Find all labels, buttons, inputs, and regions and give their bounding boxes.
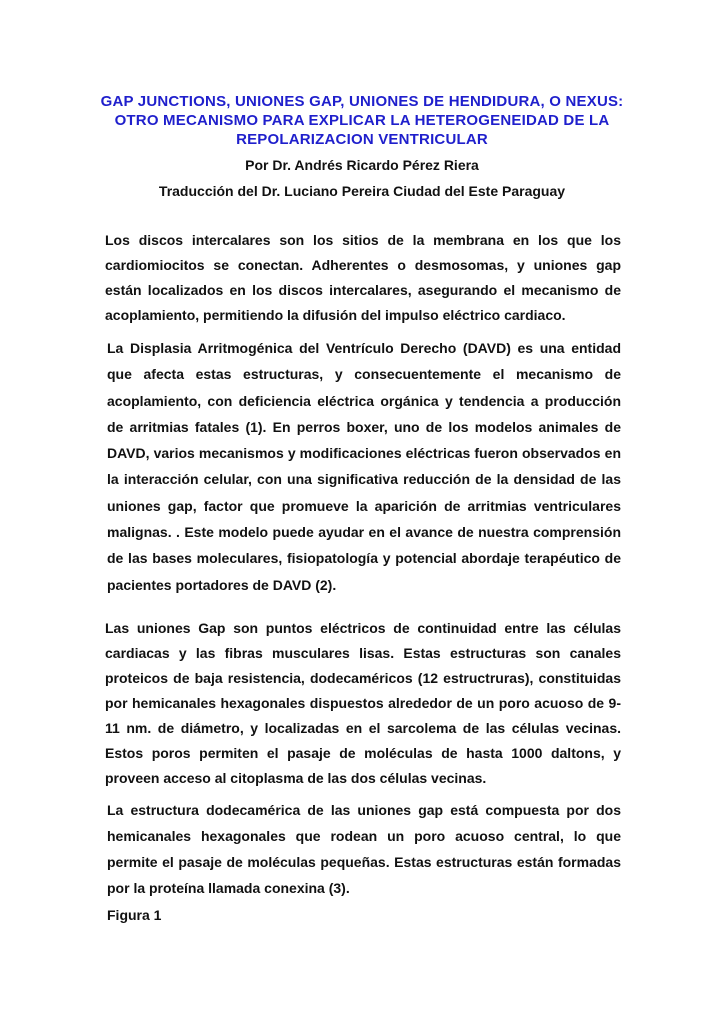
figure-label: Figura 1	[107, 907, 162, 923]
paragraph-intercalated-discs: Los discos intercalares son los sitios de la membrana en los que los cardiomiocitos se conectan. Adherentes o desmosomas, y uniones gap están localizados en los discos intercalares, asegurando el mecanismo de acoplamiento, permitiendo la difusión del impulso eléctrico cardiaco.	[105, 232, 621, 323]
paragraph-davd: La Displasia Arritmogénica del Ventrículo Derecho (DAVD) es una entidad que afecta estas estructuras, y consecuentemente el mecanismo de acoplamiento, con deficiencia eléctrica orgánica y tendencia a producción de arritmias fatales (1). En perros boxer, uno de los modelos animales de DAVD, varios mecanismos y modificaciones eléctricas fueron observados en la interacción celular, con una significativa reducción de la densidad de las uniones gap, factor que promueve la aparición de arritmias ventriculares malignas. . Este modelo puede ayudar en el avance de nuestra comprensión de las bases moleculares, fisiopatología y potencial abordaje terapéutico de pacientes portadores de DAVD (2).	[107, 340, 621, 593]
paragraph-gap-unions: Las uniones Gap son puntos eléctricos de continuidad entre las células cardiacas y las fibras musculares lisas. Estas estructuras son canales proteicos de baja resistencia, dodecaméricos (12 estructruras), constituidas por hemicanales hexagonales dispuestos alrededor de un poro acuoso de 9-11 nm. de diámetro, y localizadas en el sarcolema de las células vecinas. Estos poros permiten el pasaje de moléculas de hasta 1000 daltons, y proveen acceso al citoplasma de las dos células vecinas.	[105, 620, 621, 786]
document-title: GAP JUNCTIONS, UNIONES GAP, UNIONES DE HENDIDURA, O NEXUS: OTRO MECANISMO PARA EXPLICAR LA HETEROGENEIDAD DE LA REPOLARIZACION VENTRICULAR	[100, 93, 624, 148]
translator-line: Traducción del Dr. Luciano Pereira Ciudad del Este Paraguay	[158, 183, 566, 199]
author-line: Por Dr. Andrés Ricardo Pérez Riera	[245, 157, 479, 173]
paragraph-dodecameric-structure: La estructura dodecamérica de las uniones gap está compuesta por dos hemicanales hexagonales que rodean un poro acuoso central, lo que permite el pasaje de moléculas pequeñas. Estas estructuras están formadas por la proteína llamada conexina (3).	[107, 802, 621, 896]
